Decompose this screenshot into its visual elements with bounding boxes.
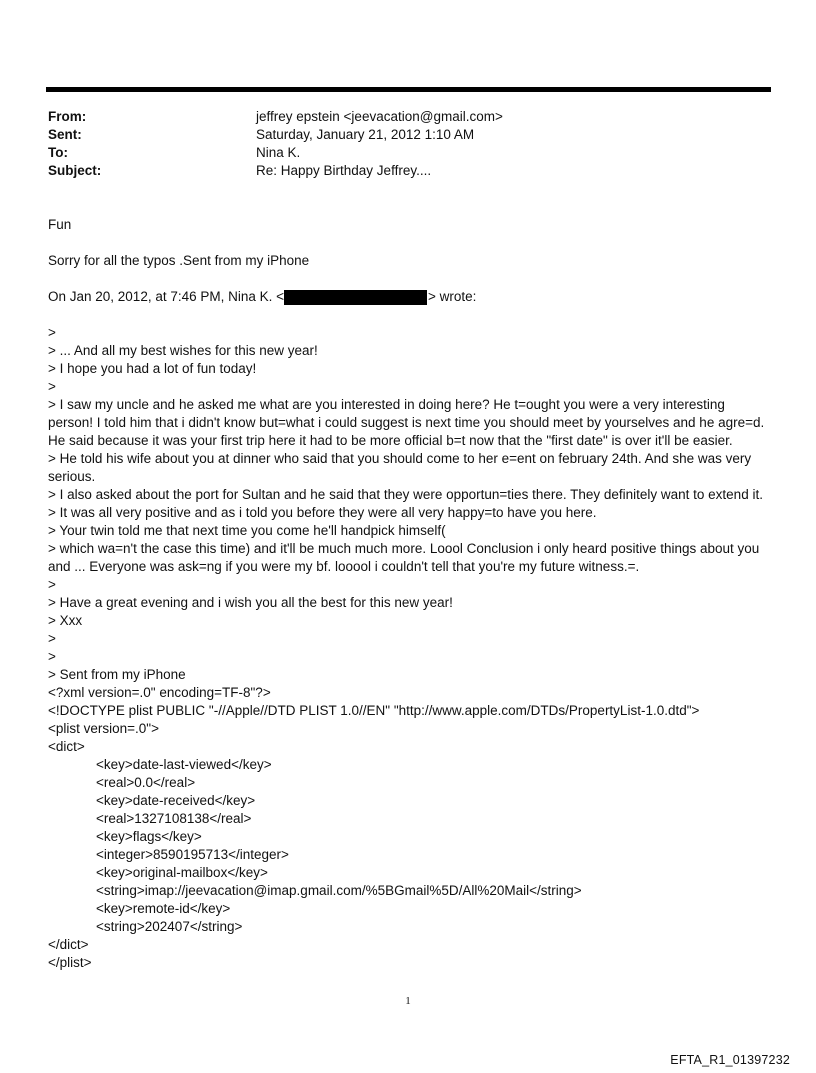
quoted-line: > [48,649,56,664]
xml-line: <!DOCTYPE plist PUBLIC "-//Apple//DTD PLIST 1.0//EN" "http://www.apple.com/DTDs/PropertyList-1.0.dtd"> [48,703,700,718]
document-id: EFTA_R1_01397232 [670,1053,790,1067]
quoted-line: > [48,379,56,394]
to-label: To: [48,145,68,160]
body-line-typos: Sorry for all the typos .Sent from my iPhone [48,253,310,268]
xml-line: <string>202407</string> [96,919,243,934]
quoted-line: > Sent from my iPhone [48,667,186,682]
xml-line: <dict> [48,739,85,754]
xml-line: <key>date-received</key> [96,793,256,808]
xml-line: <?xml version=.0" encoding=TF-8"?> [48,685,271,700]
email-header [48,108,768,180]
xml-line: <real>0.0</real> [96,775,196,790]
subject-label: Subject: [48,163,102,178]
quoted-line: > Have a great evening and i wish you all the best for this new year! [48,595,453,610]
xml-line: <key>flags</key> [96,829,202,844]
quoted-line: > I hope you had a lot of fun today! [48,361,257,376]
quoted-line: > [48,325,56,340]
header-divider [46,87,771,92]
attribution-suffix: > wrote: [428,289,477,304]
from-label: From: [48,109,87,124]
redaction-box [284,290,427,305]
quoted-line: > ... And all my best wishes for this new year! [48,343,318,358]
quoted-line: > [48,631,56,646]
xml-line: <integer>8590195713</integer> [96,847,289,862]
xml-line: </dict> [48,937,89,952]
to-row [48,144,768,162]
sent-label: Sent: [48,127,82,142]
subject-value: Re: Happy Birthday Jeffrey.... [256,163,432,178]
xml-line: <plist version=.0"> [48,721,159,736]
xml-line: <key>original-mailbox</key> [96,865,268,880]
quoted-line: > which wa=n't the case this time) and it'll be much much more. Loool Conclusion i only heard positive things about you and ... Everyone was ask=ng if you were my bf. looool i couldn't tell that you're my future witness.=. [48,541,760,574]
quoted-line: > [48,577,56,592]
quoted-line: > I saw my uncle and he asked me what are you interested in doing here? He t=ought you were a very interesting person! I told him that i didn't know but=what i could suggest is next time you should meet by yourselves and he agre=d. He said because it was your first trip here it had to be more official b=t now that the "first date" is over it'll be easier. [48,397,765,448]
quoted-line: > Xxx [48,613,83,628]
plist-xml-block [48,684,773,972]
xml-line: <key>remote-id</key> [96,901,231,916]
quoted-line: > It was all very positive and as i told you before they were all very happy=to have you here. [48,505,597,520]
quoted-line: > I also asked about the port for Sultan and he said that they were opportun=ties there. They definitely want to extend it. [48,487,763,502]
sent-value: Saturday, January 21, 2012 1:10 AM [256,127,475,142]
quoted-message [48,324,773,684]
xml-line: <string>imap://jeevacation@imap.gmail.com/%5BGmail%5D/All%20Mail</string> [96,883,582,898]
quote-attribution [48,288,773,306]
email-body [48,216,773,972]
to-value: Nina K. [256,145,301,160]
page-number: 1 [405,995,411,1007]
xml-line: <real>1327108138</real> [96,811,252,826]
attribution-prefix: On Jan 20, 2012, at 7:46 PM, Nina K. < [48,289,285,304]
subject-row [48,162,768,180]
from-value: jeffrey epstein <jeevacation@gmail.com> [256,109,503,124]
quoted-line: > He told his wife about you at dinner who said that you should come to her e=ent on february 24th. And she was very serious. [48,451,752,484]
xml-line: </plist> [48,955,92,970]
quoted-line: > Your twin told me that next time you come he'll handpick himself( [48,523,446,538]
xml-line: <key>date-last-viewed</key> [96,757,272,772]
body-line-fun: Fun [48,217,72,232]
from-row [48,108,768,126]
sent-row [48,126,768,144]
